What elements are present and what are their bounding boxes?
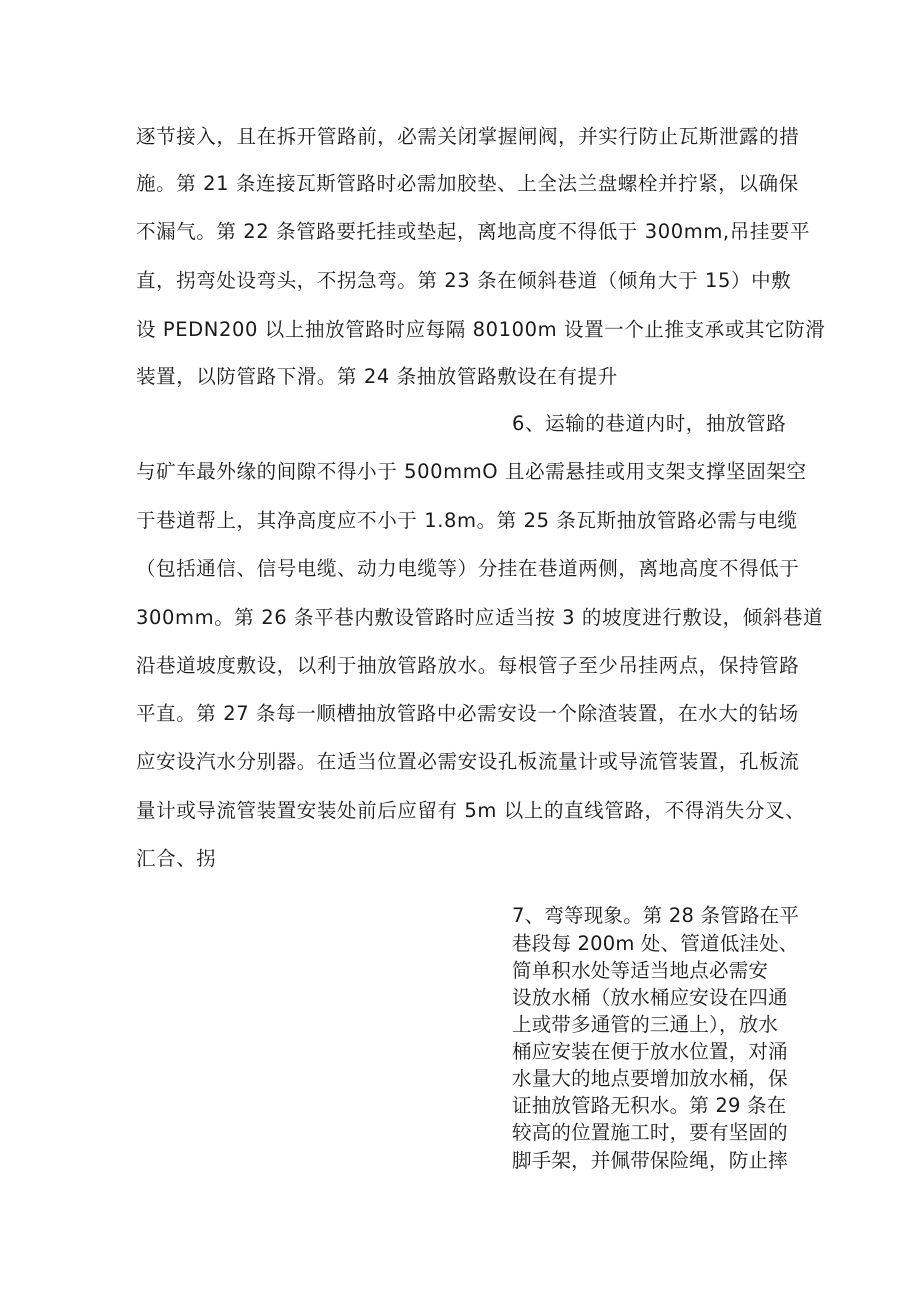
paragraph-1-line-1: 逐节接入，且在拆开管路前，必需关闭掌握闸阀，并实行防止瓦斯泄露的措 — [136, 125, 800, 148]
section-7-line-5: 上或带多通管的三通上），放水 — [512, 1013, 779, 1036]
paragraph-2-line-5: 沿巷道坡度敷设，以利于抽放管路放水。每根管子至少吊挂两点，保持管路 — [136, 654, 800, 677]
section-7-line-8: 证抽放管路无积水。第 29 条在 — [512, 1094, 787, 1117]
paragraph-2-line-8: 量计或导流管装置安装处前后应留有 5m 以上的直线管路，不得消失分叉、 — [136, 799, 806, 822]
paragraph-2-line-7: 应安设汽水分别器。在适当位置必需安设孔板流量计或导流管装置，孔板流 — [136, 750, 800, 773]
paragraph-2-line-6: 平直。第 27 条每一顺槽抽放管路中必需安设一个除渣装置，在水大的钻场 — [136, 702, 799, 725]
paragraph-2-line-9: 汇合、拐 — [136, 847, 217, 870]
paragraph-2-line-1: 与矿车最外缘的间隙不得小于 500mmO 且必需悬挂或用支架支撑坚固架空 — [136, 460, 807, 483]
paragraph-1-line-6: 装置，以防管路下滑。第 24 条抽放管路敷设在有提升 — [136, 365, 618, 388]
section-7-line-3: 简单积水处等适当地点必需安 — [512, 959, 769, 982]
paragraph-2-line-2: 于巷道帮上，其净高度应不小于 1.8m。第 25 条瓦斯抽放管路必需与电缆 — [136, 509, 798, 532]
paragraph-1-line-2: 施。第 21 条连接瓦斯管路时必需加胶垫、上全法兰盘螺栓并拧紧，以确保 — [136, 172, 799, 195]
section-6-heading: 6、运输的巷道内时，抽放管路 — [512, 412, 787, 435]
section-7-line-9: 较高的位置施工时，要有坚固的 — [512, 1121, 788, 1144]
section-7-line-7: 水量大的地点要增加放水桶，保 — [512, 1067, 788, 1090]
paragraph-1-line-5: 设 PEDN200 以上抽放管路时应每隔 80100m 设置一个止推支承或其它防滑 — [136, 318, 826, 341]
paragraph-2-line-4: 300mm。第 26 条平巷内敷设管路时应适当按 3 的坡度进行敷设，倾斜巷道 — [136, 606, 824, 629]
section-7-line-2: 巷段每 200m 处、管道低洼处、 — [512, 932, 799, 955]
section-7-line-10: 脚手架，并佩带保险绳，防止摔 — [512, 1149, 788, 1172]
section-7-line-6: 桶应安装在便于放水位置，对涌 — [512, 1040, 788, 1063]
section-7-line-1: 7、弯等现象。第 28 条管路在平 — [512, 904, 800, 927]
paragraph-1-line-3: 不漏气。第 22 条管路要托挂或垫起，离地高度不得低于 300mm,吊挂要平 — [136, 220, 811, 243]
section-7-line-4: 设放水桶（放水桶应安设在四通 — [512, 986, 788, 1009]
paragraph-1-line-4: 直，拐弯处设弯头，不拐急弯。第 23 条在倾斜巷道（倾角大于 15）中敷 — [136, 269, 792, 292]
paragraph-2-line-3: （包括通信、信号电缆、动力电缆等）分挂在巷道两侧，离地高度不得低于 — [136, 557, 800, 580]
